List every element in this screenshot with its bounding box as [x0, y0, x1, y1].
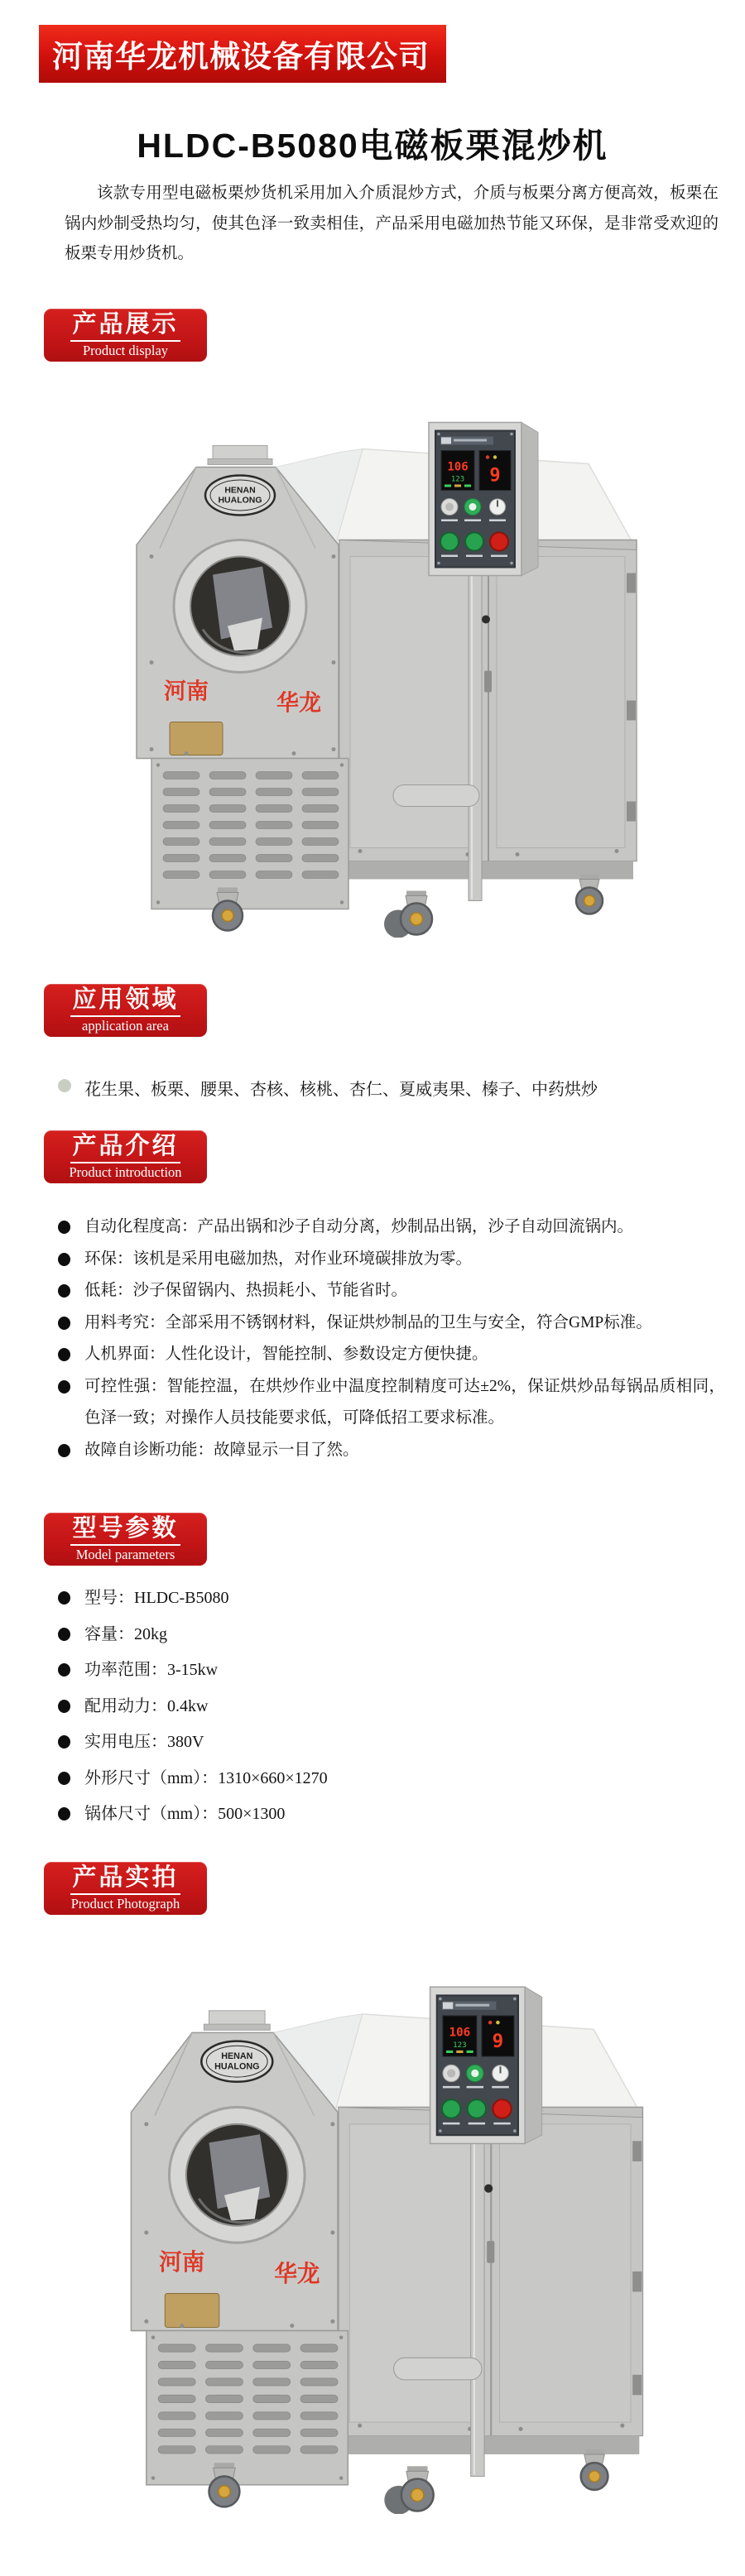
door-hinge — [627, 701, 636, 721]
introduction-list — [58, 1211, 725, 1466]
product-photograph-image — [80, 1960, 665, 2514]
bullet-icon — [58, 1663, 70, 1677]
section-title-en: Model parameters — [75, 1546, 175, 1562]
discharge-duct — [393, 785, 479, 807]
page-title: HLDC-B5080电磁板栗混炒机 — [137, 127, 608, 165]
discharge-duct — [394, 2358, 482, 2380]
brand-text-henan: 河南 — [164, 679, 209, 704]
company-name: 河南华龙机械设备有限公司 — [52, 40, 430, 74]
machine-photo — [87, 396, 658, 938]
bullet-icon — [58, 1628, 70, 1641]
forward-button — [465, 533, 483, 551]
machine-photo — [80, 1960, 665, 2514]
start-button — [442, 2099, 461, 2118]
brand-text-hualong: 华龙 — [274, 2261, 320, 2287]
bullet-icon — [58, 1253, 70, 1266]
parameter-text: 实用电压：380V — [84, 1733, 204, 1751]
machine-cabinet — [339, 540, 637, 880]
parameter-text: 型号：HLDC-B5080 — [84, 1589, 229, 1607]
machine-cabinet — [339, 2107, 642, 2454]
name-plate — [170, 722, 223, 756]
list-item-text: 自动化程度高：产品出锅和沙子自动分离，炒制品出锅，沙子自动回流锅内。 — [84, 1218, 634, 1235]
parameter-text: 锅体尺寸（mm）：500×1300 — [84, 1805, 286, 1823]
list-item — [58, 1339, 725, 1371]
list-item — [58, 1371, 725, 1435]
intro-paragraph: 该款专用型电磁板栗炒货机采用加入介质混炒方式，介质与板栗分离方便高效，板栗在锅内炒制受热均匀，使其色泽一致卖相佳，产品采用电磁加热节能又环保，是非常受欢迎的板栗专用炒货机。 — [65, 185, 719, 262]
product-display-image — [87, 396, 658, 938]
door-hinge — [632, 2141, 642, 2161]
section-title-zh: 产品实拍 — [70, 1866, 180, 1895]
list-item — [58, 1435, 725, 1467]
caster-wheel — [401, 891, 432, 935]
list-item — [58, 1581, 725, 1617]
bullet-icon — [58, 1221, 70, 1234]
brand-text-hualong: 华龙 — [276, 690, 321, 716]
section-title-en: Product introduction — [69, 1163, 182, 1180]
list-item — [58, 1211, 725, 1244]
list-item-text: 人机界面：人性化设计，智能控制、参数设定方便快捷。 — [84, 1346, 488, 1363]
list-item-text: 低耗：沙子保留锅内、热损耗小、节能省时。 — [84, 1282, 408, 1299]
bullet-icon — [58, 1735, 70, 1749]
list-item-text: 用料考究：全部采用不锈钢材料，保证烘炒制品的卫生与安全，符合GMP标准。 — [84, 1313, 652, 1331]
section-title-zh: 型号参数 — [70, 1517, 180, 1546]
caster-wheel — [209, 2463, 240, 2506]
list-item — [58, 1725, 725, 1761]
door-hinge — [632, 2271, 642, 2292]
name-plate — [165, 2294, 219, 2328]
section-title-zh: 产品展示 — [70, 313, 180, 342]
parameter-text: 功率范围：3-15kw — [84, 1661, 219, 1679]
list-item — [58, 1275, 725, 1307]
forward-button — [468, 2099, 487, 2118]
section-badge-product-photograph — [44, 1862, 207, 1915]
caster-wheel — [401, 2466, 434, 2511]
panel-pole — [471, 2141, 484, 2476]
top-vent — [213, 446, 267, 461]
logo-text-henan: HENAN — [221, 2051, 253, 2062]
parameters-list — [58, 1581, 725, 1833]
logo-text-hualong: HUALONG — [214, 2061, 260, 2072]
application-item — [58, 1074, 720, 1106]
list-item — [58, 1617, 725, 1653]
drum-opening — [174, 540, 306, 673]
section-title-en: Product display — [82, 342, 169, 358]
section-title-en: application area — [82, 1017, 169, 1034]
caster-wheel — [576, 875, 603, 914]
list-item-text: 故障自诊断功能：故障显示一目了然。 — [84, 1441, 359, 1459]
bullet-icon — [58, 1348, 70, 1361]
bullet-icon — [58, 1807, 70, 1820]
drum-opening — [169, 2107, 305, 2243]
door-hinge — [627, 573, 636, 593]
bullet-icon — [58, 1700, 70, 1713]
top-vent — [209, 2011, 266, 2026]
caster-wheel — [581, 2449, 608, 2490]
section-title-en: Product Photograph — [70, 1895, 180, 1912]
section-title-zh: 产品介绍 — [70, 1134, 180, 1163]
stop-button — [493, 2099, 512, 2118]
display-subvalue: 123 — [450, 475, 465, 484]
parameter-text: 配用动力：0.4kw — [84, 1696, 209, 1715]
display-value: 106 — [449, 2026, 471, 2040]
section-badge-model-parameters — [44, 1513, 207, 1566]
logo-text-hualong: HUALONG — [218, 495, 262, 506]
bullet-icon — [58, 1444, 70, 1457]
panel-pole — [469, 573, 482, 901]
vented-lower-panel — [147, 2331, 348, 2485]
parameter-text: 容量：20kg — [84, 1624, 167, 1643]
parameter-text: 外形尺寸（mm）：1310×660×1270 — [84, 1768, 328, 1787]
pole-knob — [482, 616, 490, 624]
list-item-text: 可控性强：智能控温，在烘炒作业中温度控制精度可达±2%，保证烘炒品每锅品质相同，色泽一致；对操作人员技能要求低，可降低招工要求标准。 — [84, 1377, 725, 1427]
company-banner — [39, 25, 446, 83]
door-lock — [484, 671, 492, 693]
caster-wheel — [213, 888, 243, 931]
bullet-icon — [58, 1591, 70, 1605]
list-item — [58, 1761, 725, 1797]
brand-text-henan: 河南 — [159, 2248, 205, 2275]
logo-text-henan: HENAN — [224, 485, 256, 496]
display-subvalue: 123 — [453, 2040, 467, 2050]
bullet-icon — [58, 1380, 70, 1394]
section-badge-application-area — [44, 984, 207, 1037]
stop-button — [490, 533, 508, 551]
application-item-text: 花生果、板栗、腰果、杏核、核桃、杏仁、夏威夷果、榛子、中药烘炒 — [84, 1081, 598, 1099]
door-lock — [487, 2241, 494, 2263]
section-badge-product-display — [44, 309, 207, 362]
display2-value: 9 — [489, 465, 501, 487]
bullet-icon — [58, 1079, 71, 1092]
list-item-text: 环保：该机是采用电磁加热，对作业环境碳排放为零。 — [84, 1250, 473, 1268]
start-button — [440, 533, 459, 551]
bullet-icon — [58, 1317, 70, 1330]
bullet-icon — [58, 1772, 70, 1785]
list-item — [58, 1796, 725, 1833]
section-badge-product-introduction — [44, 1130, 207, 1183]
door-hinge — [632, 2375, 642, 2396]
list-item — [58, 1244, 725, 1276]
door-hinge — [627, 802, 636, 822]
vented-lower-panel — [151, 759, 348, 909]
section-title-zh: 应用领域 — [70, 988, 180, 1017]
pole-knob — [484, 2185, 493, 2193]
list-item — [58, 1653, 725, 1689]
bullet-icon — [58, 1284, 70, 1298]
display-value: 106 — [447, 460, 469, 474]
list-item — [58, 1307, 725, 1340]
display2-value: 9 — [492, 2030, 504, 2052]
list-item — [58, 1689, 725, 1725]
